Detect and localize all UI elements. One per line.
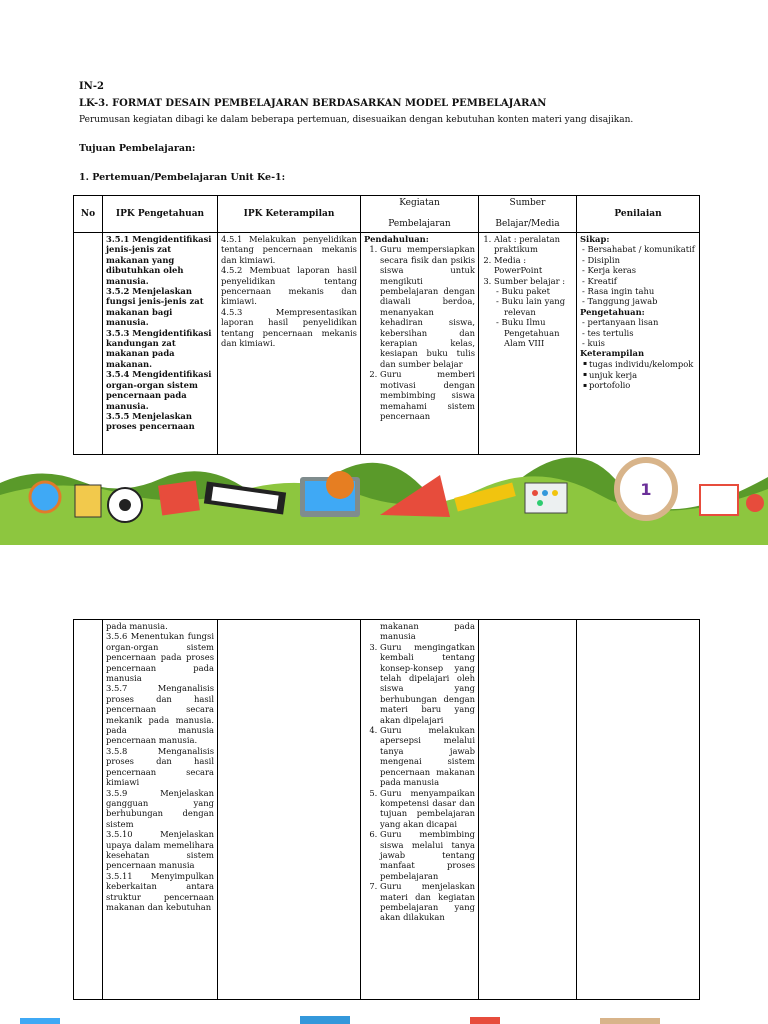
- kegiatan-item: 2. Guru memberi motivasi dengan membimbing siswa memahami sistem pencernaan: [380, 369, 475, 421]
- penilaian-item: ▪ unjuk kerja: [592, 370, 696, 381]
- penilaian-sikap-list: [580, 244, 696, 306]
- ipk-item: 3.5.2 Menjelaskan fungsi jenis-jenis zat makanan bagi manusia.: [106, 286, 204, 328]
- kegiatan-continued: makanan pada manusia: [380, 621, 475, 642]
- design-table-page2: [73, 619, 700, 1000]
- header-kegiatan-line1: Kegiatan: [399, 198, 440, 208]
- ipk-item: 3.5.9 Menjelaskan gangguan yang berhubungan dengan sistem: [106, 787, 214, 829]
- ipk-item: 3.5.8 Menganalisis proses dan hasil pencernaan secara kimiawi: [106, 745, 214, 788]
- doc-title: LK-3. FORMAT DESAIN PEMBELAJARAN BERDASARKAN MODEL PEMBELAJARAN: [79, 98, 547, 109]
- ipk-item: 3.5.7 Menganalisis proses dan hasil pencernaan secara mekanik pada manusia. pada manusia pencernaan manusia.: [106, 683, 214, 746]
- kegiatan-list: [364, 642, 475, 923]
- ipk-item: 3.5.3 Mengidentifikasi kandungan zat makanan pada makanan.: [106, 327, 212, 369]
- ipk-item: 3.5.6 Menentukan fungsi organ-organ sistem pencernaan pada proses pencernaan pada manusia: [106, 631, 214, 684]
- penilaian-item: - Tanggung jawab: [590, 296, 696, 306]
- cell-pengetahuan: [103, 620, 218, 1000]
- ipk-item: 3.5.10 Menjelaskan upaya dalam memelihara kesehatan sistem pencernaan manusia: [106, 829, 214, 871]
- ipk-item: 3.5.4 Mengidentifikasi organ-organ sistem pencernaan pada manusia.: [106, 369, 212, 411]
- kegiatan-item: 1. Guru mempersiapkan secara fisik dan psikis siswa untuk mengikuti pembelajaran dengan diawali berdoa, menanyakan kehadiran siswa, kebersihan dan kerapian kelas, kesiapan buku tulis dan sumber belajar: [380, 244, 475, 369]
- page-number-badge: 1: [614, 457, 678, 521]
- ipk-item: 4.5.3 Mempresentasikan laporan hasil penyelidikan tentang pencernaan mekanis dan kimiawi.: [221, 306, 357, 349]
- penilaian-item: ▪ tugas individu/kelompok: [592, 359, 696, 370]
- cell-no: [74, 233, 103, 455]
- penilaian-item: - Kreatif: [590, 276, 696, 286]
- footer-banner-top-edge: [0, 1012, 768, 1024]
- doc-code: IN-2: [79, 81, 104, 92]
- cell-sumber: [479, 233, 577, 455]
- header-ipk-pengetahuan: IPK Pengetahuan: [103, 196, 218, 233]
- penilaian-item: - pertanyaan lisan: [590, 317, 696, 327]
- objective-heading: Tujuan Pembelajaran:: [79, 143, 196, 154]
- penilaian-item: ▪ portofolio: [592, 380, 696, 391]
- doc-intro: Perumusan kegiatan dibagi ke dalam beberapa pertemuan, disesuaikan dengan kebutuhan konten materi yang disajikan.: [79, 115, 634, 125]
- kegiatan-item: 4. Guru melakukan apersepsi melalui tanya jawab mengenai sistem pencernaan makanan pada manusia: [380, 725, 475, 787]
- ipk-item: 3.5.11 Menyimpulkan keberkaitan antara struktur pencernaan makanan dan kebutuhan: [106, 870, 214, 912]
- penilaian-pengetahuan-heading: Pengetahuan:: [580, 306, 645, 317]
- penilaian-keterampilan-heading: Keterampilan: [580, 348, 645, 359]
- header-kegiatan: [361, 196, 479, 233]
- penilaian-item: - Disiplin: [590, 255, 696, 265]
- cell-keterampilan: [218, 620, 361, 1000]
- cell-penilaian: [577, 620, 700, 1000]
- penilaian-item: - tes tertulis: [590, 328, 696, 338]
- sumber-sub-item: - Buku Ilmu Pengetahuan Alam VIII: [504, 317, 573, 348]
- sumber-item: [494, 276, 573, 349]
- header-sumber: [479, 196, 577, 233]
- header-penilaian: Penilaian: [577, 196, 700, 233]
- meeting-heading: 1. Pertemuan/Pembelajaran Unit Ke-1:: [79, 172, 286, 183]
- sumber-sub-item: - Buku lain yang relevan: [504, 296, 573, 317]
- cell-kegiatan: [361, 620, 479, 1000]
- design-table-page1: [73, 195, 700, 455]
- header-no: No: [74, 196, 103, 233]
- kegiatan-item: 3. Guru mengingatkan kembali tentang konsep-konsep yang telah dipelajari oleh siswa yang berhubungan dengan materi baru yang akan dipelajari: [380, 642, 475, 725]
- sumber-item-label: Sumber belajar :: [494, 275, 566, 286]
- sumber-item: 2. Media : PowerPoint: [494, 255, 573, 276]
- penilaian-item: - Rasa ingin tahu: [590, 286, 696, 296]
- kegiatan-list: [364, 244, 475, 421]
- penilaian-item: - Kerja keras: [590, 265, 696, 275]
- page-2: [0, 560, 768, 1024]
- kegiatan-item: 5. Guru menyampaikan kompetensi dasar dan tujuan pembelajaran yang akan dicapai: [380, 788, 475, 830]
- header-kegiatan-line2: Pembelajaran: [388, 219, 451, 229]
- cell-sumber: [479, 620, 577, 1000]
- header-ipk-keterampilan: IPK Keterampilan: [218, 196, 361, 233]
- sumber-sub-item: - Buku paket: [504, 286, 573, 296]
- cell-kegiatan: [361, 233, 479, 455]
- ipk-item: 4.5.2 Membuat laporan hasil penyelidikan tentang pencernaan mekanis dan kimiawi.: [221, 265, 357, 307]
- penilaian-sikap-heading: Sikap:: [580, 234, 610, 244]
- kegiatan-item: 7. Guru menjelaskan materi dan kegiatan pembelajaran yang akan dilakukan: [380, 881, 475, 923]
- cell-keterampilan: [218, 233, 361, 455]
- ipk-item: 3.5.1 Mengidentifikasi jenis-jenis zat makanan yang dibutuhkan oleh manusia.: [106, 234, 212, 286]
- penilaian-pengetahuan-list: [580, 317, 696, 348]
- ipk-item: pada manusia.: [106, 621, 168, 631]
- sumber-list: [482, 234, 573, 348]
- penilaian-item: - Bersahabat / komunikatif: [590, 244, 696, 254]
- sumber-item: 1. Alat : peralatan praktikum: [494, 234, 573, 255]
- header-sumber-line1: Sumber: [509, 198, 546, 208]
- cell-pengetahuan: [103, 233, 218, 455]
- ipk-item: 4.5.1 Melakukan penyelidikan tentang pencernaan mekanis dan kimiawi.: [221, 234, 357, 265]
- cell-no: [74, 620, 103, 1000]
- header-sumber-line2: Belajar/Media: [495, 219, 560, 229]
- cell-penilaian: [577, 233, 700, 455]
- penilaian-item: - kuis: [590, 338, 696, 348]
- kegiatan-heading: Pendahuluan:: [364, 234, 429, 244]
- sumber-sub-list: [494, 286, 573, 348]
- penilaian-keterampilan-list: [580, 359, 696, 391]
- ipk-item: 3.5.5 Menjelaskan proses pencernaan: [106, 410, 195, 432]
- kegiatan-item: 6. Guru membimbing siswa melalui tanya jawab tentang manfaat proses pembelajaran: [380, 829, 475, 881]
